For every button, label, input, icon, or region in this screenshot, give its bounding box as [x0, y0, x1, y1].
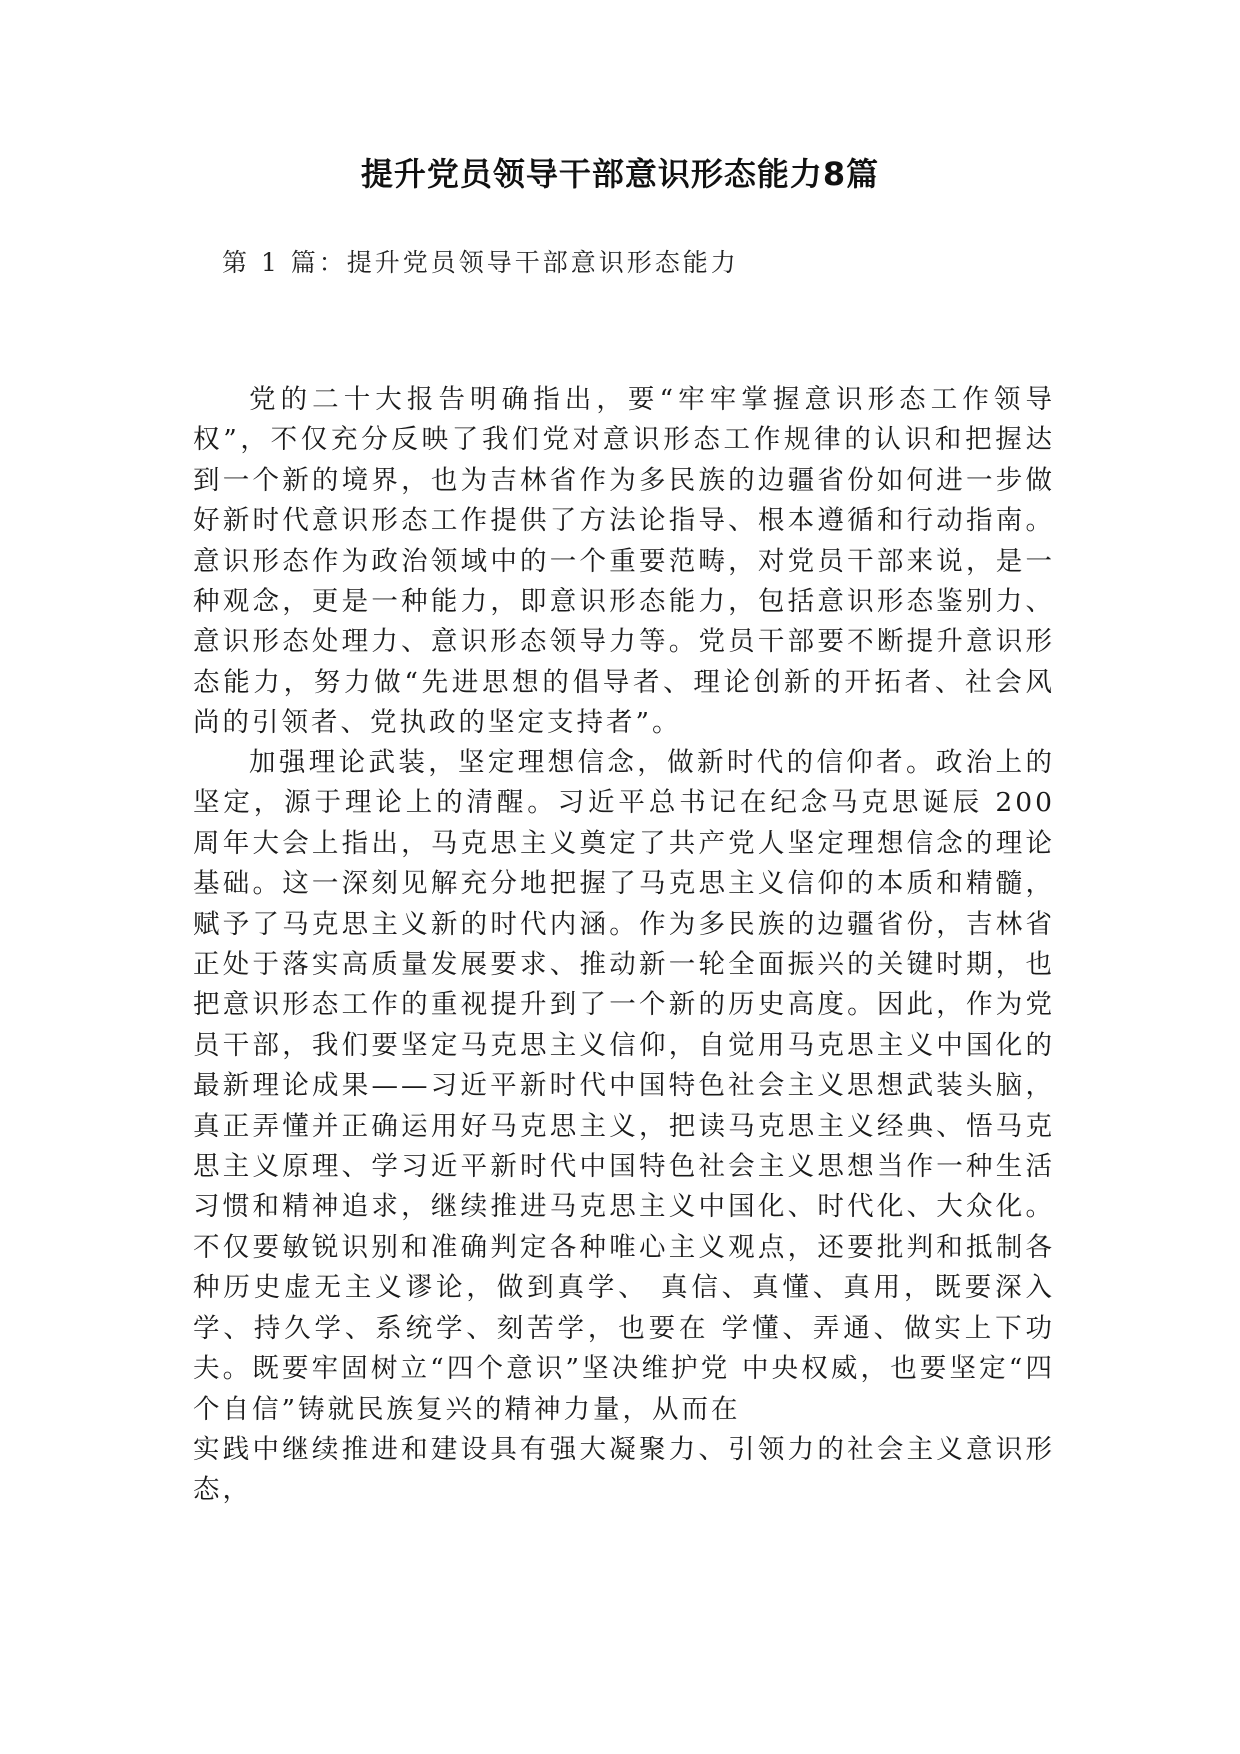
body-paragraph: 实践中继续推进和建设具有强大凝聚力、引领力的社会主义意识形态，	[193, 1434, 1055, 1506]
document-title: 提升党员领导干部意识形态能力8篇	[360, 155, 880, 193]
body-paragraph: 党的二十大报告明确指出，要“牢牢掌握意识形态工作领导权”，不仅充分反映了我们党对意识形态工作规律的认识和把握达到一个新的境界，也为吉林省作为多民族的边疆省份如何进一步做好新时代意识形态工作提供了方法论指导、根本遵循和行动指南。意识形态作为政治领域中的一个重要范畴，对党员干部来说，是一种观念，更是一种能力，即意识形态能力，包括意识形态鉴别力、意识形态处理力、意识形态领导力等。党员干部要不断提升意识形态能力，努力做“先进思想的倡导者、理论创新的开拓者、社会风尚的引领者、党执政的坚定支持者”。	[193, 384, 1055, 739]
body-paragraph: 加强理论武装，坚定理想信念，做新时代的信仰者。政治上的坚定，源于理论上的清醒。习近平总书记在纪念马克思诞辰 200 周年大会上指出，马克思主义奠定了共产党人坚定理想信念的理论基础。这一深刻见解充分地把握了马克思主义信仰的本质和精髓，赋予了马克思主义新的时代内涵。作为多民族的边疆省份，吉林省正处于落实高质量发展要求、推动新一轮全面振兴的关键时期，也把意识形态工作的重视提升到了一个新的历史高度。因此，作为党员干部，我们要坚定马克思主义信仰，自觉用马克思主义中国化的最新理论成果——习近平新时代中国特色社会主义思想武装头脑，真正弄懂并正确运用好马克思主义，把读马克思主义经典、悟马克思主义原理、学习近平新时代中国特色社会主义思想当作一种生活习惯和精神追求，继续推进马克思主义中国化、时代化、大众化。不仅要敏锐识别和准确判定各种唯心主义观点，还要批判和抵制各种历史虚无主义谬论，做到真学、 真信、真懂、真用，既要深入学、持久学、系统学、刻苦学，也要在 学懂、弄通、做实上下功夫。既要牢固树立“四个意识”坚决维护党 中央权威，也要坚定“四个自信”铸就民族复兴的精神力量，从而在	[193, 747, 1055, 1425]
chapter-heading: 第 1 篇：提升党员领导干部意识形态能力	[222, 248, 739, 277]
